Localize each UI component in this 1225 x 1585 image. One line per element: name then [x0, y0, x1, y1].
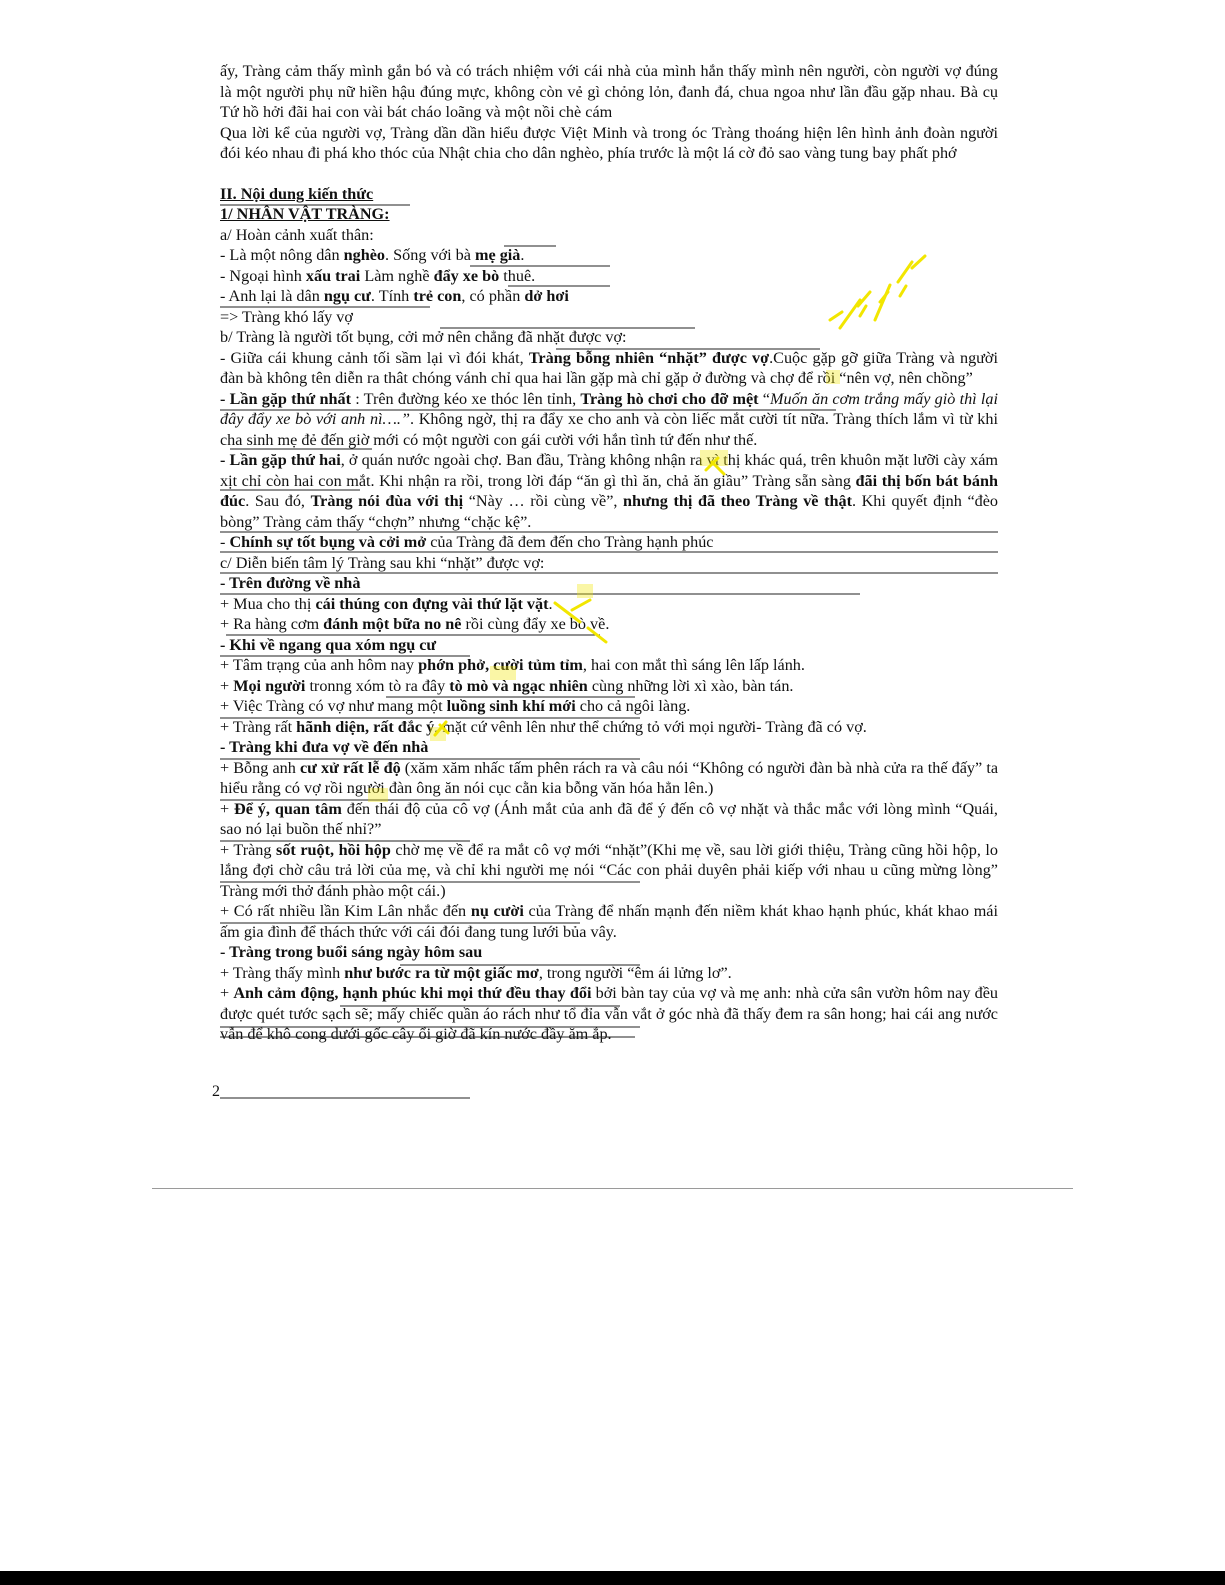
- list-item-c11: + Để ý, quan tâm đến thái độ của cô vợ (Ánh mắt của anh đã để ý đến cô vợ nhặt và thắc mắc với lòng mình “Quái, sao nó lại buồn thế nhỉ?”: [220, 799, 998, 838]
- c-stage-2: - Khi về ngang qua xóm ngụ cư: [220, 635, 437, 654]
- list-item-c2: + Mua cho thị cái thúng con đựng vài thứ lặt vặt.: [220, 594, 553, 613]
- list-item-c8: + Tràng rất hãnh diện, rất đắc ý, mặt cứ vênh lên như thể chứng tỏ với mọi người- Tràng đã có vợ.: [220, 717, 867, 736]
- list-item-c3: + Ra hàng cơm đánh một bữa no nê rồi cùng đẩy xe bò về.: [220, 615, 610, 633]
- document-body: [220, 61, 998, 1045]
- list-item-a3: - Anh lại là dân ngụ cư. Tính trẻ con, có phần dở hơi: [220, 287, 569, 305]
- list-item-c12: + Tràng sốt ruột, hồi hộp chờ mẹ về để ra mắt cô vợ mới “nhặt”(Khi mẹ về, sau lời giới thiệu, Tràng cũng hồi hộp, lo lắng đợi chờ câu trả lời của mẹ, và chỉ khi người mẹ nói “Các con phải duyên phải kiếp với nhau u cũng mừng lòng” Tràng mới thở đánh phào một cái.): [220, 840, 998, 900]
- paragraph-intro-2: Qua lời kể của người vợ, Tràng dần dần hiểu được Việt Minh và trong óc Tràng thoáng hiện lên hình ảnh đoàn người đói kéo nhau đi phá kho thóc của Nhật chia cho dân nghèo, phía trước là một lá cờ đỏ sao vàng tung bay phất phớ: [220, 123, 998, 162]
- character-heading: 1/ NHÂN VẬT TRÀNG:: [220, 205, 390, 223]
- page-divider: [152, 1188, 1073, 1189]
- paragraph-b2: - Lần gặp thứ nhất : Trên đường kéo xe thóc lên tỉnh, Tràng hò chơi cho đỡ mệt “Muốn ăn cơm trắng mấy giò thì lại đây đẩy xe bò với anh nì….”. Không ngờ, thị ra đẩy xe cho anh và còn liếc mắt cười tít nữa. Tràng thích lắm vì từ khi cha sinh mẹ đẻ đến giờ mới có một người con gái cười với hắn tình tứ đến như thế.: [220, 389, 998, 449]
- paragraph-b3: - Lần gặp thứ hai, ở quán nước ngoài chợ. Ban đầu, Tràng không nhận ra vì thị khác quá, trên khuôn mặt lưỡi cày xám xịt chỉ còn hai con mắt. Khi nhận ra rồi, trong lời đáp “ăn gì thì ăn, chả ăn giầu” Tràng sẵn sàng đãi thị bốn bát bánh đúc. Sau đó, Tràng nói đùa với thị “Này … rồi cùng về”, nhưng thị đã theo Tràng về thật. Khi quyết định “đèo bòng” Tràng cảm thấy “chợn” nhưng “chặc kệ”.: [220, 451, 999, 531]
- c-stage-1: - Trên đường về nhà: [220, 574, 361, 592]
- list-item-c13: + Có rất nhiều lần Kim Lân nhắc đến nụ cười của Tràng để nhấn mạnh đến niềm khát khao hạnh phúc, khát khao mái ấm gia đình để thách thức với cái đói đang tung lưới bủa vây.: [220, 902, 998, 941]
- c-stage-4: - Tràng trong buổi sáng ngày hôm sau: [220, 943, 483, 961]
- list-item-c7: + Việc Tràng có vợ như mang một luồng sinh khí mới cho cả ngôi làng.: [220, 697, 691, 715]
- c-stage-3: - Tràng khi đưa vợ về đến nhà: [220, 738, 429, 756]
- subheading-b: b/ Tràng là người tốt bụng, cởi mở nên chẳng đã nhặt được vợ:: [220, 328, 627, 346]
- list-item-c15: + Tràng thấy mình như bước ra từ một giấc mơ, trong người “êm ái lửng lơ”.: [220, 963, 732, 982]
- conclusion-a: => Tràng khó lấy vợ: [220, 307, 353, 326]
- spacer: [220, 164, 998, 184]
- subheading-a: a/ Hoàn cảnh xuất thân:: [220, 225, 374, 244]
- list-item-c6: + Mọi người tronng xóm tò ra đây tò mò và ngạc nhiên cùng những lời xì xào, bàn tán.: [220, 676, 794, 695]
- paragraph-b4: - Chính sự tốt bụng và cởi mở của Tràng đã đem đến cho Tràng hạnh phúc: [220, 533, 714, 551]
- list-item-a1: - Là một nông dân nghèo. Sống với bà mẹ già.: [220, 246, 525, 264]
- paragraph-intro-1: ấy, Tràng cảm thấy mình gắn bó và có trách nhiệm với cái nhà của mình hắn thấy mình nên người, còn người vợ đúng là một người phụ nữ hiền hậu đúng mực, không còn vẻ gì chỏng lỏn, đanh đá, chua ngoa như lần đầu gặp nhau. Bà cụ Tứ hồ hởi đãi hai con vài bát cháo loãng và một nồi chè cám: [220, 62, 998, 121]
- paragraph-b1: - Giữa cái khung cảnh tối sầm lại vì đói khát, Tràng bỗng nhiên “nhặt” được vợ.Cuộc gặp gỡ giữa Tràng và người đàn bà không tên diễn ra thât chóng vánh chỉ qua hai lần gặp mà chỉ gặp ở đường và chợ để rồi “nên vợ, nên chồng”: [220, 348, 998, 387]
- page-number: 2: [212, 1083, 220, 1100]
- bottom-bar: [0, 1571, 1225, 1585]
- list-item-c5: + Tâm trạng của anh hôm nay phớn phở, cười tủm tỉm, hai con mắt thì sáng lên lấp lánh.: [220, 656, 805, 674]
- section-heading: II. Nội dung kiến thức: [220, 184, 374, 203]
- subheading-c: c/ Diễn biến tâm lý Tràng sau khi “nhặt” được vợ:: [220, 553, 545, 572]
- list-item-c16: + Anh cảm động, hạnh phúc khi mọi thứ đều thay đổi bởi bàn tay của vợ và mẹ anh: nhà cửa sân vườn hôm nay đều được quét tước sạch sẽ; mấy chiếc quần áo rách như tổ đỉa vẫn vắt ở góc nhà đã thấy đem ra sân hong; hai cái ang nước vẫn để khô cong dưới gốc cây ổi giờ đã kín nước đầy ăm ắp.: [220, 984, 998, 1043]
- list-item-a2: - Ngoại hình xấu trai Làm nghề đẩy xe bò thuê.: [220, 266, 536, 285]
- list-item-c10: + Bỗng anh cư xử rất lễ độ (xăm xăm nhấc tấm phên rách ra và câu nói “Không có người đàn bà nhà cửa ra thế đấy” ta hiểu rằng có vợ rồi người đàn ông ăn nói cục cằn kia bỗng văn hóa hẳn lên.): [220, 758, 999, 797]
